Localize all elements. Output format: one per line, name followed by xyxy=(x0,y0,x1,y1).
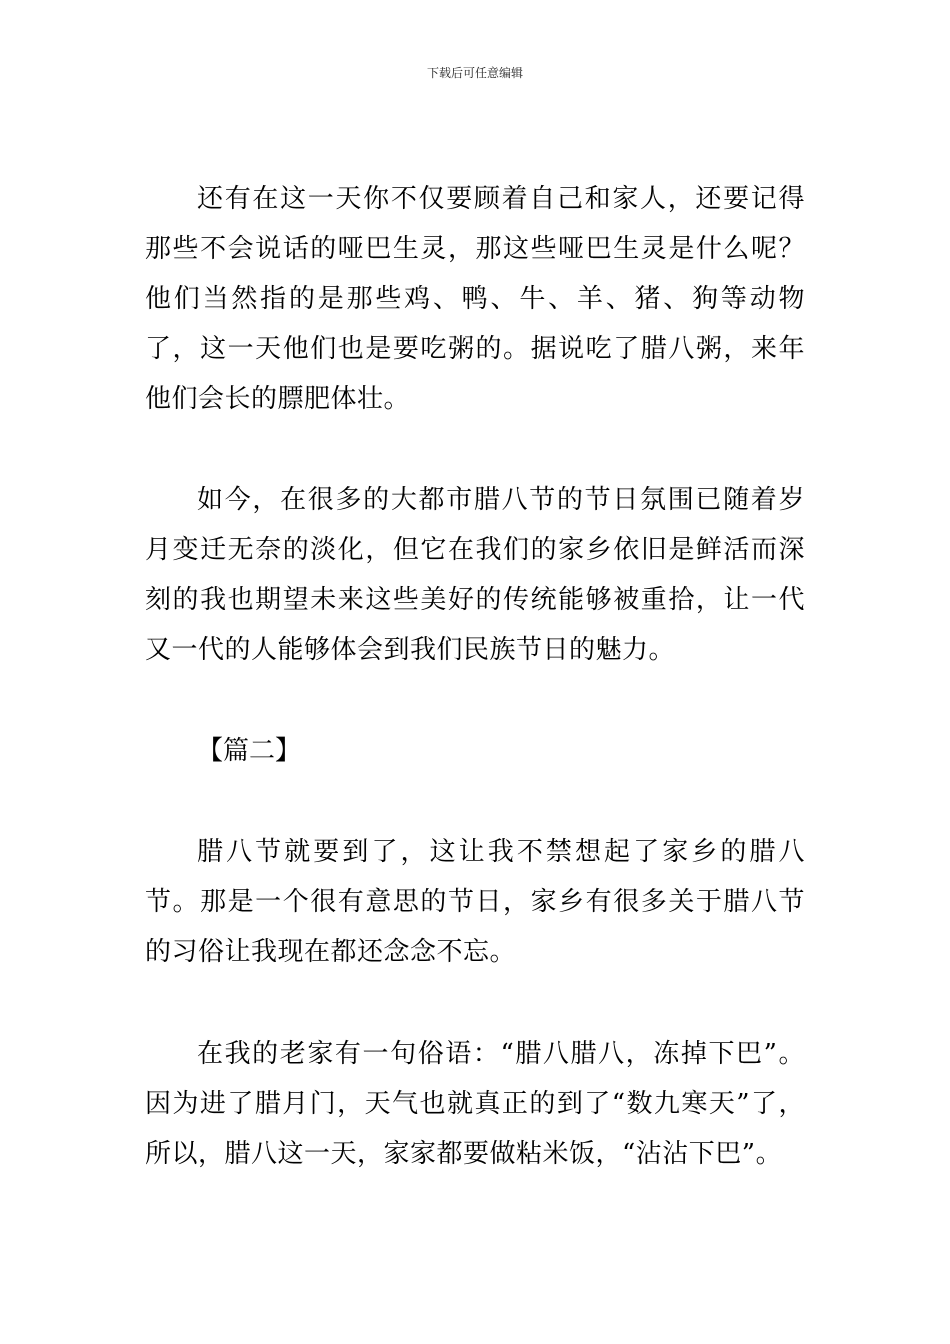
paragraph-spacer xyxy=(145,424,805,475)
page-header: 下载后可任意编辑 xyxy=(426,66,523,80)
section-heading: 【篇二】 xyxy=(197,736,302,766)
paragraph-animals: 还有在这一天你不仅要顾着自己和家人，还要记得那些不会说话的哑巴生灵，那这些哑巴生灵是什么呢？他们当然指的是那些鸡、鸭、牛、羊、猪、狗等动物了，这一天他们也是要吃粥的。据说吃了腊八粥，来年他们会长的膘肥体壮。 xyxy=(145,184,805,414)
paragraph-spacer xyxy=(145,776,805,827)
paragraph-proverb: 在我的老家有一句俗语：“腊八腊八，冻掉下巴”。因为进了腊月门，天气也就真正的到了“数九寒天”了，所以，腊八这一天，家家都要做粘米饭，“沾沾下巴”。 xyxy=(145,1039,805,1169)
paragraph-laba-intro: 腊八节就要到了，这让我不禁想起了家乡的腊八节。那是一个很有意思的节日，家乡有很多关于腊八节的习俗让我现在都还念念不忘。 xyxy=(145,837,805,967)
document-body xyxy=(145,174,805,1179)
paragraph-spacer xyxy=(145,675,805,726)
paragraph-tradition: 如今，在很多的大都市腊八节的节日氛围已随着岁月变迁无奈的淡化，但它在我们的家乡依旧是鲜活而深刻的我也期望未来这些美好的传统能够被重拾，让一代又一代的人能够体会到我们民族节日的魅力。 xyxy=(145,485,805,665)
paragraph-spacer xyxy=(145,977,805,1029)
